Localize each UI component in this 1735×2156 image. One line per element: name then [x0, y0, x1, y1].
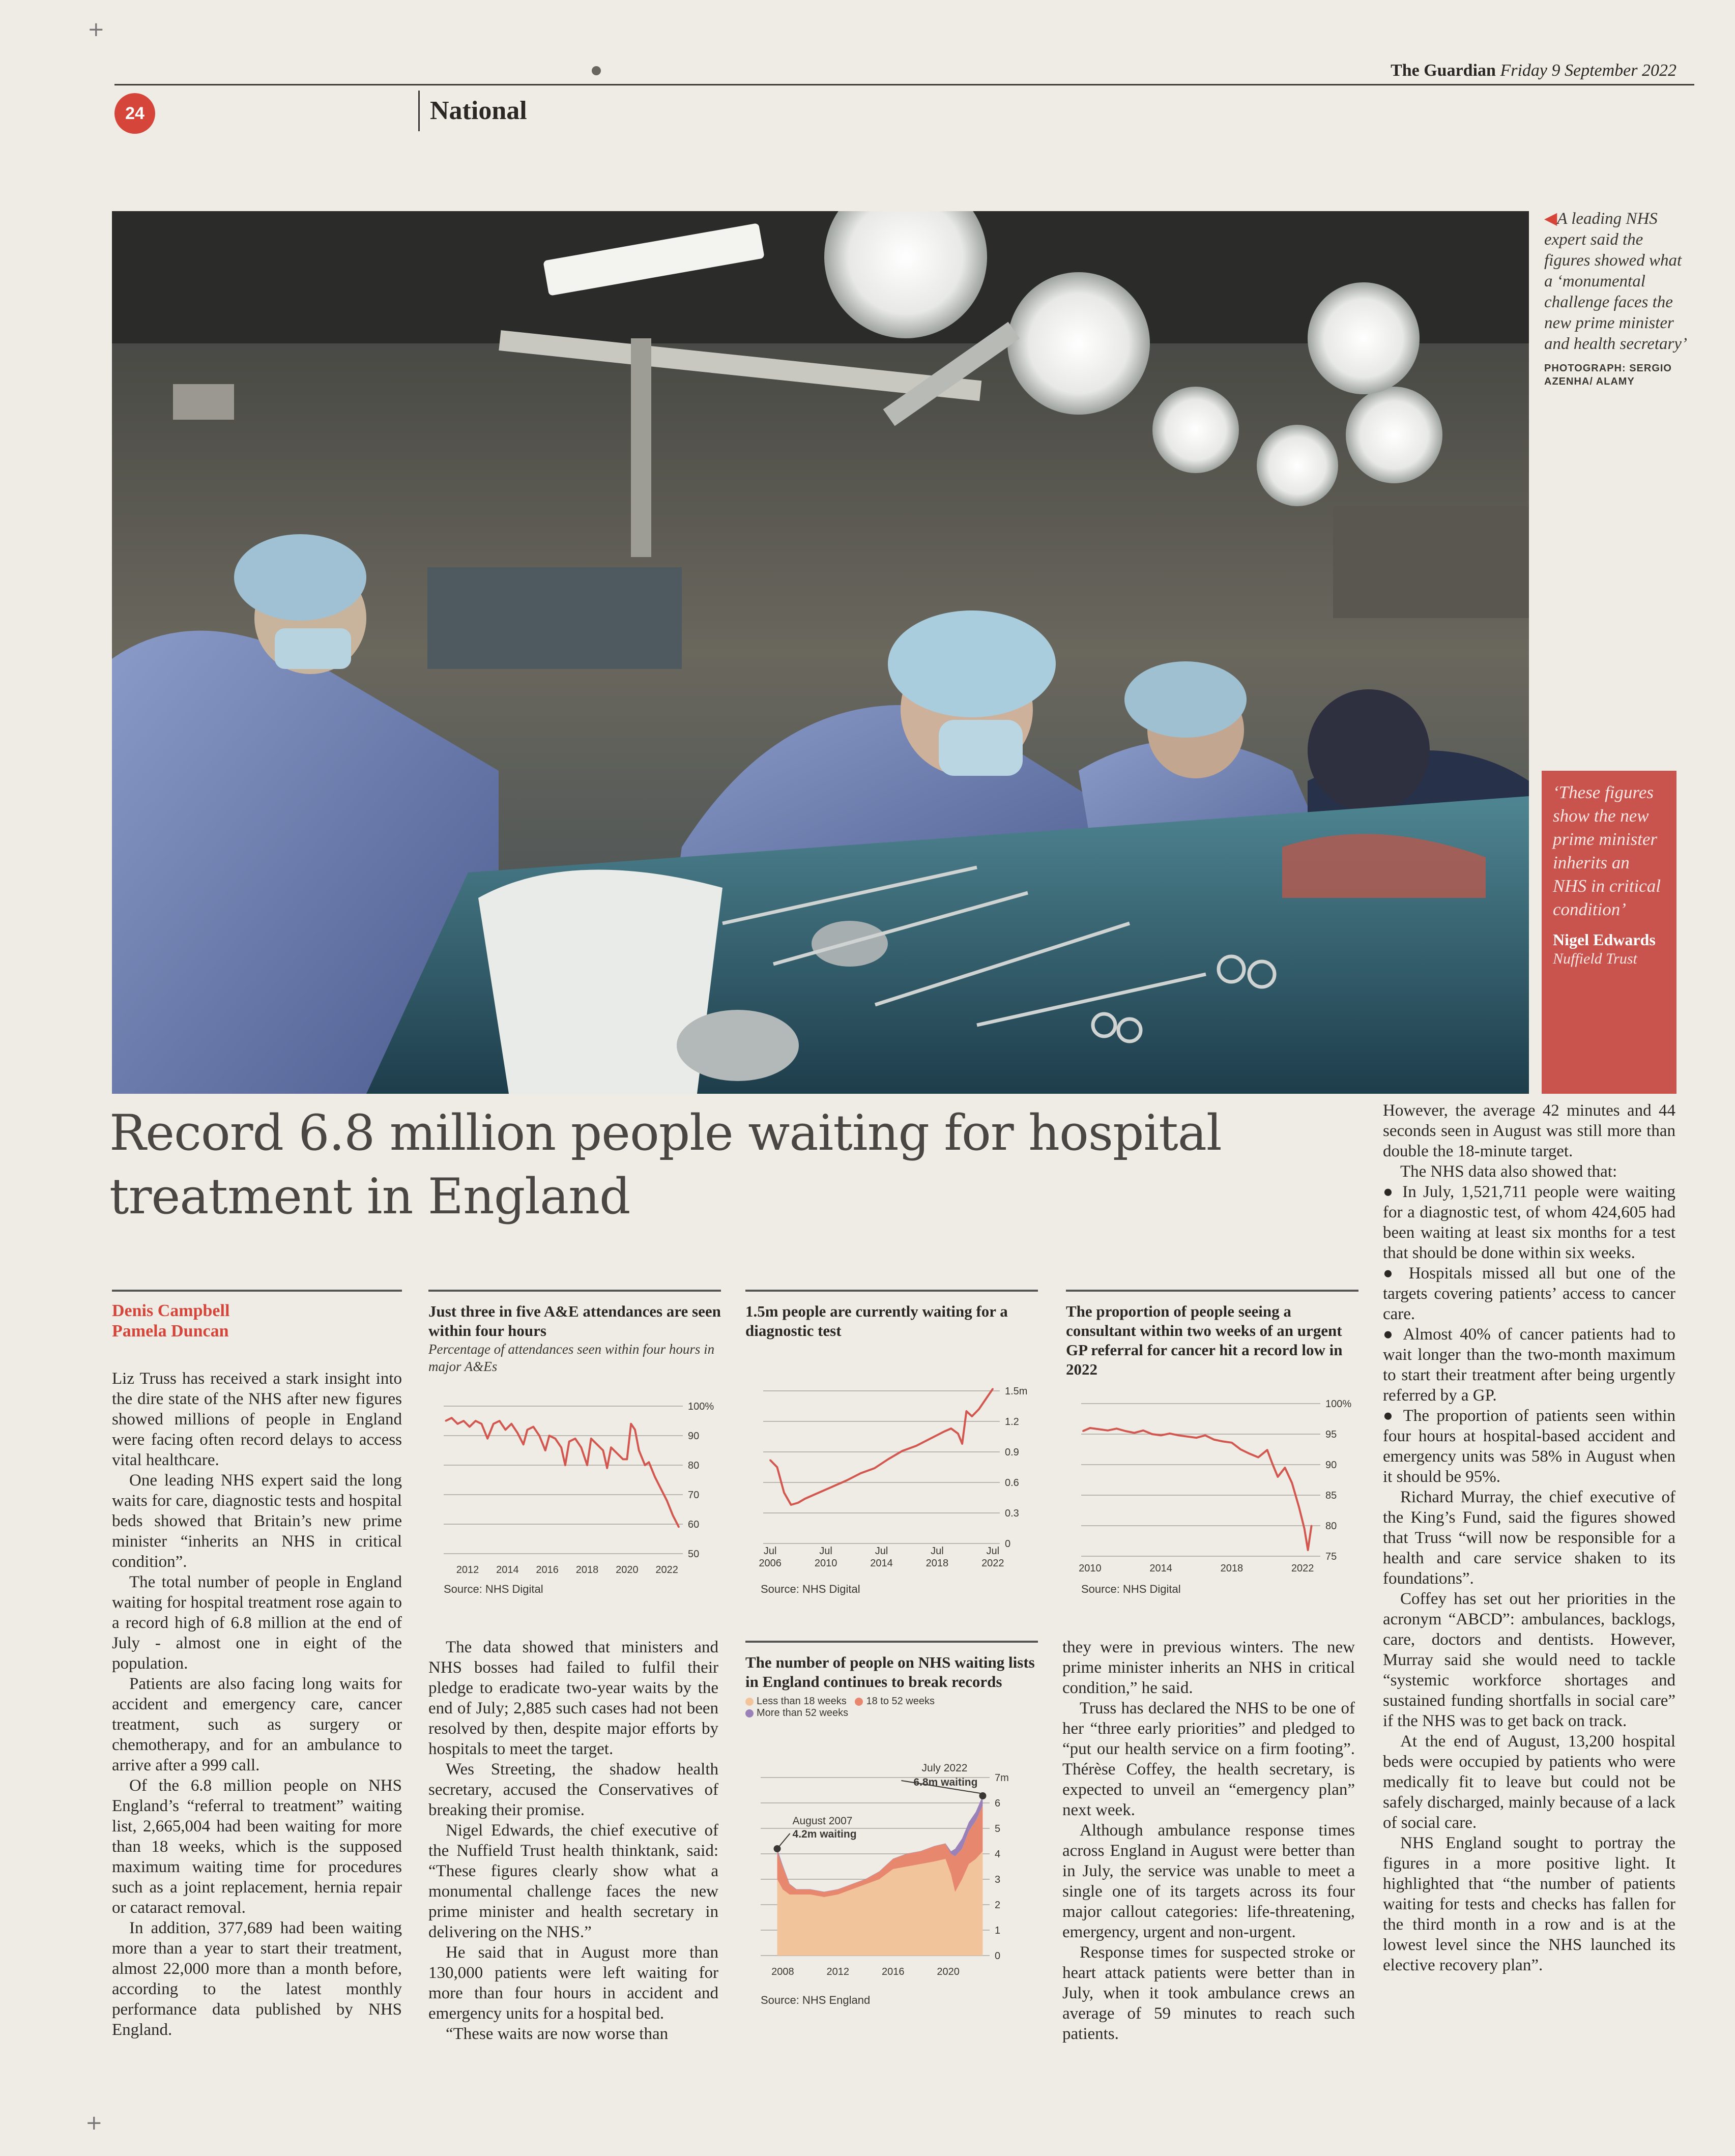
bullet-item: ● The proportion of patients seen within four hours at hospital-based accident and emergency units was 58% in August when it should be 95%.: [1383, 1407, 1675, 1486]
data-point: [499, 1420, 500, 1422]
y-tick-label: 1: [995, 1925, 1001, 1936]
y-tick-label: 1.5m: [1005, 1386, 1028, 1397]
data-point: [487, 1438, 488, 1439]
data-point: [1222, 1441, 1224, 1442]
photo-illustration: [112, 211, 1529, 1094]
legend-label: Less than 18 weeks: [757, 1696, 847, 1707]
x-tick-label: 2016: [536, 1564, 559, 1576]
paragraph: Nigel Edwards, the chief executive of the Nuffield Trust health thinktank, said: “These figures clearly show what a monumental challenge faces the new prime minister and health secretary in delivering on the NHS.”: [428, 1821, 718, 1941]
data-point: [523, 1444, 524, 1445]
bullet-item: ● In July, 1,521,711 people were waiting for a diagnostic test, of whom 424,605 had been waiting at least six months for a test that should be done within six weeks.: [1383, 1183, 1675, 1262]
data-point: [950, 1428, 952, 1430]
y-tick-label: 85: [1325, 1490, 1337, 1501]
data-point: [818, 1492, 820, 1494]
article-column-2: [428, 1637, 718, 2044]
annotation-label-2007: August 2007: [792, 1815, 853, 1827]
paragraph: “These waits are now worse than: [446, 2025, 669, 2043]
data-point: [493, 1423, 494, 1424]
paragraph: Coffey has set out her priorities in the acronym “ABCD”: ambulances, backlogs, care, doctors and dentists. However, Murray said she would need to tackle “systemic workforce shortages and sustained funding shortfalls in social care” if the NHS was to get back on track.: [1383, 1590, 1675, 1730]
data-point: [1284, 1467, 1286, 1469]
paragraph: Although ambulance response times across England in August were better than in July, the service was unable to meet a single one of its targets across its four major callout categories: life-threatening, emergency, urgent and non-urgent.: [1062, 1821, 1355, 1941]
data-point: [1098, 1429, 1100, 1430]
legend-item: [745, 1707, 848, 1718]
data-point: [1082, 1431, 1084, 1432]
paragraph: One leading NHS expert said the long waits for care, diagnostic tests and hospital beds showed that Britain’s new prime minister “inherits an NHS in critical condition”.: [112, 1471, 402, 1571]
data-point: [1151, 1434, 1153, 1435]
bylines: [112, 1290, 402, 1342]
data-point: [587, 1465, 588, 1466]
byline-author-2: Pamela Duncan: [112, 1322, 229, 1341]
data-point: [678, 1526, 680, 1528]
pull-quote-org: Nuffield Trust: [1553, 950, 1637, 967]
data-point: [457, 1423, 458, 1424]
x-tick-label: 2020: [937, 1966, 960, 1977]
data-point: [626, 1459, 628, 1460]
data-point: [784, 1492, 785, 1494]
data-point: [846, 1480, 848, 1481]
data-point: [832, 1486, 833, 1488]
y-tick-label: 90: [688, 1431, 700, 1442]
page-number: 24: [114, 93, 155, 134]
x-tick-label: 2020: [616, 1564, 639, 1576]
y-tick-label: 70: [688, 1490, 700, 1501]
data-point: [564, 1465, 566, 1466]
article-column-4: [1383, 1100, 1675, 1975]
data-point: [1304, 1528, 1305, 1530]
data-point: [797, 1502, 799, 1504]
data-point: [978, 1409, 979, 1410]
data-point: [1266, 1449, 1268, 1451]
data-point: [930, 1438, 931, 1440]
data-point: [1272, 1463, 1274, 1465]
paragraph: The total number of people in England waiting for hospital treatment rose again to a record high of 6.8 million at the end of July - almost one in eight of the population.: [112, 1573, 402, 1673]
data-point: [451, 1417, 452, 1419]
data-point: [611, 1447, 612, 1448]
data-point: [568, 1441, 570, 1442]
legend-item: [745, 1696, 847, 1707]
headline: Record 6.8 million people waiting for hospital treatment in England: [109, 1104, 1222, 1225]
photo-caption: [1544, 209, 1692, 388]
chart-source: Source: NHS Digital: [1081, 1583, 1181, 1595]
legend-swatch-icon: [745, 1709, 754, 1717]
x-tick-label: Jul 2014: [870, 1546, 893, 1569]
annotation-value-2007: 4.2m waiting: [792, 1828, 857, 1840]
section-separator: [418, 91, 420, 131]
data-point: [1240, 1449, 1241, 1450]
y-tick-label: 3: [995, 1874, 1001, 1885]
data-point: [648, 1462, 650, 1463]
data-point: [888, 1459, 889, 1460]
data-point: [1213, 1439, 1215, 1440]
x-tick-label: 2014: [496, 1564, 519, 1576]
x-tick-label: 2016: [881, 1966, 905, 1977]
data-point: [596, 1444, 598, 1445]
data-point: [1187, 1436, 1188, 1437]
data-point: [590, 1438, 592, 1439]
pull-quote-name: Nigel Edwards: [1553, 930, 1656, 949]
x-tick-label: 2018: [575, 1564, 599, 1576]
caption-text: A leading NHS expert said the figures showed what a ‘monumental challenge faces the new prime minister and health secretary’: [1544, 210, 1688, 353]
data-point: [527, 1429, 528, 1431]
data-point: [581, 1447, 582, 1448]
paragraph: He said that in August more than 130,000 patients were left waiting for more than four hours in accident and emergency units for a hospital bed.: [428, 1943, 718, 2023]
data-point: [602, 1450, 604, 1451]
paragraph: Patients are also facing long waits for accident and emergency care, cancer treatment, such as surgery or chemotherapy, and for an ambulance to arrive after a 999 call.: [112, 1675, 402, 1774]
x-tick-label: 2018: [1220, 1563, 1244, 1574]
y-tick-label: 7m: [995, 1772, 1009, 1784]
data-point: [539, 1435, 540, 1437]
data-point: [915, 1445, 917, 1447]
chart-ae-four-hours: [428, 1290, 721, 1602]
data-point: [957, 1433, 959, 1435]
paragraph: they were in previous winters. The new prime minister inherits an NHS in critical condition,” he said.: [1062, 1638, 1355, 1697]
data-point: [1169, 1433, 1171, 1434]
data-point: [561, 1447, 562, 1448]
paragraph: Response times for suspected stroke or heart attack patients were better than in July, when it took ambulance crews an average of 59 minutes to reach such patients.: [1062, 1943, 1355, 2043]
legend-label: More than 52 weeks: [757, 1707, 849, 1718]
legend-item: [855, 1696, 935, 1707]
data-point: [992, 1388, 994, 1390]
data-point: [1160, 1435, 1162, 1436]
x-tick-label: 2012: [456, 1564, 479, 1576]
data-point: [860, 1473, 861, 1474]
chart-title: Just three in five A&E attendances are seen within four hours: [428, 1302, 721, 1339]
chart-title: The number of people on NHS waiting lists in England continues to break records: [745, 1653, 1035, 1691]
paragraph: However, the average 42 minutes and 44 seconds seen in August was still more than double the 18-minute target.: [1383, 1101, 1675, 1160]
data-point: [666, 1500, 668, 1501]
paragraph: In addition, 377,689 had been waiting more than a year to start their treatment, almost 22,000 more than a month before, according to the latest monthly performance data published by NHS England.: [112, 1919, 402, 2039]
data-point: [606, 1467, 608, 1469]
caption-pointer-icon: ◀: [1544, 210, 1557, 228]
data-point: [769, 1460, 771, 1461]
data-point: [985, 1399, 987, 1400]
data-point: [630, 1423, 632, 1424]
pull-quote: [1542, 771, 1676, 1094]
data-point: [1311, 1525, 1312, 1527]
paragraph: Liz Truss has received a stark insight into the dire state of the NHS after new figures showed millions of people in England were facing often record delays to access vital healthcare.: [112, 1370, 402, 1469]
data-point: [790, 1504, 792, 1506]
y-tick-label: 0.6: [1005, 1477, 1019, 1489]
chart-plot: [745, 1747, 1038, 1986]
data-point: [962, 1443, 963, 1445]
operating-theatre-photo: [112, 211, 1529, 1094]
legend-label: 18 to 52 weeks: [866, 1696, 935, 1707]
annotation-label-2022: July 2022: [921, 1762, 968, 1774]
article-column-1: [112, 1368, 402, 2040]
data-point: [1277, 1476, 1279, 1478]
paragraph: The NHS data also showed that:: [1400, 1162, 1617, 1181]
data-point: [481, 1423, 482, 1424]
paragraph: NHS England sought to portray the figures in a more positive light. It highlighted that “the number of patients waiting for tests and checks has fallen for the third month in a row and is at the lowest level since the NHS launched its elective recovery plan”.: [1383, 1834, 1675, 1974]
x-tick-label: Jul 2006: [759, 1546, 782, 1569]
data-point: [971, 1416, 973, 1417]
y-tick-label: 80: [1325, 1521, 1337, 1532]
data-point: [533, 1426, 534, 1427]
legend-swatch-icon: [855, 1698, 863, 1706]
y-tick-label: 4: [995, 1849, 1001, 1860]
data-point: [1134, 1432, 1135, 1434]
chart-legend: [745, 1696, 1038, 1719]
data-point: [622, 1459, 624, 1460]
x-tick-label: Jul 2010: [814, 1546, 837, 1569]
data-point: [469, 1426, 470, 1427]
data-point: [1089, 1427, 1091, 1429]
series-line: [770, 1389, 993, 1505]
data-point: [1291, 1482, 1293, 1484]
y-tick-label: 0: [995, 1950, 1001, 1962]
data-point: [574, 1438, 576, 1439]
y-tick-label: 1.2: [1005, 1416, 1019, 1427]
data-point: [544, 1450, 546, 1451]
data-point: [516, 1432, 518, 1434]
x-tick-label: 2022: [655, 1564, 678, 1576]
data-point: [1196, 1437, 1197, 1439]
y-tick-label: 80: [688, 1460, 700, 1471]
byline-author-1: Denis Campbell: [112, 1301, 230, 1320]
chart-source: Source: NHS Digital: [444, 1583, 543, 1595]
header-rule: [114, 84, 1694, 85]
data-point: [654, 1476, 656, 1478]
y-tick-label: 2: [995, 1900, 1001, 1911]
x-tick-label: Jul 2018: [926, 1546, 949, 1569]
article-column-3: [1062, 1637, 1355, 2044]
data-point: [616, 1452, 618, 1454]
data-point: [943, 1431, 945, 1433]
data-point: [511, 1423, 512, 1424]
x-tick-label: 2008: [771, 1966, 794, 1977]
data-point: [463, 1420, 465, 1422]
chart-plot: [428, 1386, 721, 1584]
data-point: [1116, 1428, 1117, 1430]
chart-waiting-lists: [745, 1641, 1038, 2019]
data-point: [874, 1468, 875, 1469]
x-tick-label: 2022: [1291, 1563, 1314, 1574]
data-point: [1204, 1435, 1206, 1436]
data-point: [1125, 1431, 1126, 1432]
y-tick-label: 0.3: [1005, 1508, 1019, 1519]
series-line: [1083, 1428, 1312, 1550]
data-point: [1107, 1430, 1109, 1431]
x-tick-label: 2014: [1149, 1563, 1172, 1574]
y-tick-label: 100%: [688, 1401, 714, 1412]
y-tick-label: 100%: [1325, 1399, 1352, 1410]
data-point: [660, 1488, 661, 1490]
annotation-leader-2007: [777, 1833, 790, 1849]
data-point: [672, 1514, 674, 1516]
data-point: [1258, 1456, 1259, 1458]
data-point: [1298, 1507, 1300, 1508]
chart-diagnostic-wait: [745, 1290, 1038, 1602]
data-point: [638, 1450, 640, 1451]
x-tick-label: 2010: [1079, 1563, 1102, 1574]
y-tick-label: 0: [1005, 1538, 1011, 1550]
legend-swatch-icon: [745, 1698, 754, 1706]
registration-mark-top: +: [88, 18, 105, 41]
y-tick-label: 5: [995, 1823, 1001, 1834]
data-point: [902, 1450, 903, 1452]
chart-source: Source: NHS Digital: [761, 1583, 860, 1595]
bullet-item: ● Hospitals missed all but one of the targets covering patients’ access to cancer care.: [1383, 1264, 1675, 1323]
paragraph: Truss has declared the NHS to be one of her “three early priorities” and pledged to “put our health service on a firm footing”. Thérèse Coffey, the health secretary, is expected to unveil an “emergency plan” next week.: [1062, 1699, 1355, 1819]
data-point: [966, 1411, 967, 1412]
data-point: [634, 1429, 636, 1431]
series-line: [446, 1418, 679, 1527]
paragraph: Richard Murray, the chief executive of the King’s Fund, said the figures showed that Truss “will now be responsible for a health and care service shaken to its foundations”.: [1383, 1488, 1675, 1588]
paragraph: Wes Streeting, the shadow health secretary, accused the Conservatives of breaking their promise.: [428, 1760, 718, 1819]
data-point: [475, 1420, 476, 1422]
data-point: [644, 1465, 646, 1466]
data-point: [1249, 1453, 1250, 1454]
chart-subtitle: Percentage of attendances seen within four hours in major A&Es: [428, 1342, 715, 1374]
data-point: [548, 1435, 550, 1437]
chart-source: Source: NHS England: [761, 1994, 871, 2006]
bullet-item: ● Almost 40% of cancer patients had to wait longer than the two-month maximum to start their treatment after being urgently referred by a GP.: [1383, 1325, 1675, 1405]
annotation-marker-2022: [979, 1792, 986, 1799]
data-point: [776, 1467, 778, 1468]
pull-quote-text: ‘These figures show the new prime minister inherits an NHS in critical condition’: [1553, 782, 1661, 919]
y-tick-label: 90: [1325, 1460, 1337, 1471]
chart-title: 1.5m people are currently waiting for a diagnostic test: [745, 1302, 1008, 1339]
chart-plot: [745, 1360, 1038, 1574]
y-tick-label: 95: [1325, 1429, 1337, 1440]
data-point: [1142, 1430, 1144, 1431]
y-tick-label: 60: [688, 1519, 700, 1530]
data-point: [1231, 1442, 1232, 1443]
x-tick-label: Jul 2022: [981, 1546, 1004, 1569]
paragraph: The data showed that ministers and NHS bosses had failed to fulfil their pledge to eradicate two-year waits by the end of July; 2,885 such cases had not been resolved by then, despite major efforts by hospitals to meet the target.: [428, 1638, 718, 1758]
masthead: [1391, 61, 1676, 80]
masthead-paper: The Guardian: [1391, 61, 1496, 80]
masthead-date: Friday 9 September 2022: [1500, 61, 1676, 80]
data-point: [1307, 1550, 1309, 1551]
data-point: [445, 1420, 446, 1422]
registration-mark-bottom: +: [85, 2111, 103, 2135]
chart-plot: [1066, 1388, 1358, 1577]
y-tick-label: 50: [688, 1549, 700, 1560]
y-tick-label: 75: [1325, 1551, 1337, 1562]
section-title: National: [430, 96, 527, 125]
data-point: [804, 1498, 806, 1500]
paragraph: Of the 6.8 million people on NHS England’s “referral to treatment” waiting list, 2,665,004 had been waiting for more than 18 weeks, which is the supposed maximum waiting time for procedures such as a joint replacement, hernia repair or cataract removal.: [112, 1776, 402, 1917]
x-tick-label: 2012: [826, 1966, 850, 1977]
y-tick-label: 6: [995, 1798, 1001, 1809]
annotation-value-2022: 6.8m waiting: [913, 1776, 978, 1788]
chart-title: The proportion of people seeing a consultant within two weeks of an urgent GP referral for cancer hit a record low in 2022: [1066, 1302, 1343, 1378]
paragraph: At the end of August, 13,200 hospital beds were occupied by patients who were medically fit to leave but could not be safely discharged, mainly because of a lack of social care.: [1383, 1732, 1675, 1832]
photo-credit: PHOTOGRAPH: SERGIO AZENHA/ ALAMY: [1544, 363, 1672, 387]
data-point: [1178, 1435, 1179, 1436]
chart-cancer-referral: [1066, 1290, 1358, 1602]
data-point: [505, 1429, 506, 1431]
y-tick-label: 0.9: [1005, 1447, 1019, 1458]
registration-dot: [592, 66, 601, 75]
data-point: [555, 1438, 556, 1439]
